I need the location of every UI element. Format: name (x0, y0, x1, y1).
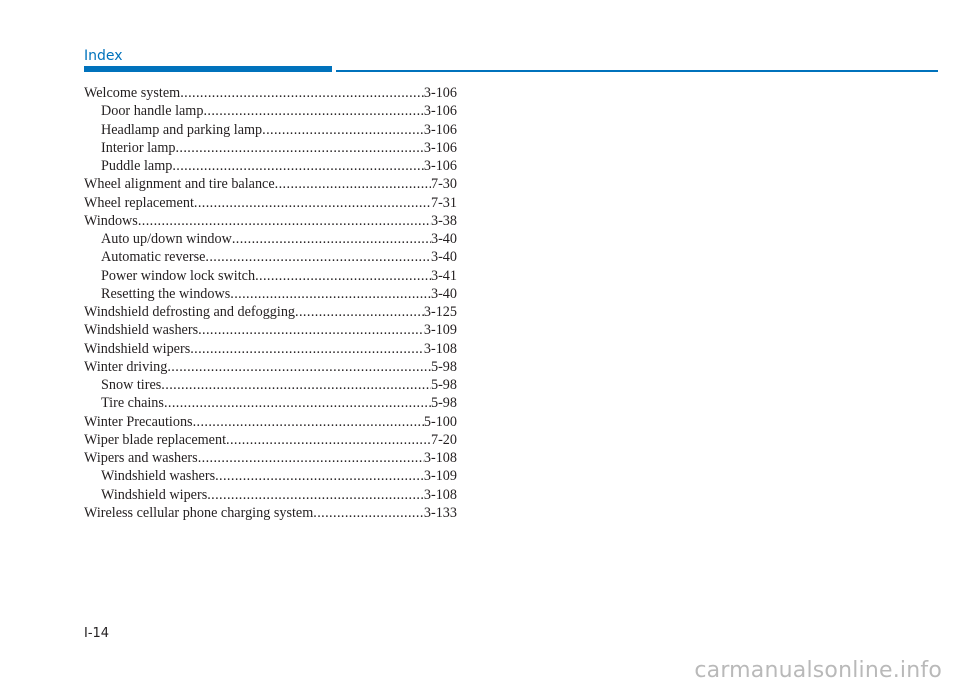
index-term: Door handle lamp (101, 103, 204, 120)
index-subentry[interactable] (84, 486, 457, 504)
index-page-ref: 5-98 (430, 358, 457, 375)
dot-leader (207, 486, 424, 504)
section-title: Index (84, 48, 123, 64)
index-term: Interior lamp (101, 139, 176, 156)
index-page-ref: 3-106 (423, 121, 457, 138)
index-subentry[interactable] (84, 467, 457, 485)
index-term: Windshield wipers (84, 340, 191, 357)
index-entry[interactable] (84, 321, 457, 339)
index-entry[interactable] (84, 449, 457, 467)
index-term: Wheel replacement (84, 194, 194, 211)
index-page-ref: 3-108 (423, 486, 457, 503)
index-subentry[interactable] (84, 157, 457, 175)
index-term: Wireless cellular phone charging system (84, 504, 314, 521)
index-page-ref: 7-30 (430, 176, 457, 193)
dot-leader (230, 285, 431, 303)
index-subentry[interactable] (84, 121, 457, 139)
index-entry[interactable] (84, 358, 457, 376)
dot-leader (215, 467, 424, 485)
index-term: Windshield washers (101, 468, 216, 485)
index-page-ref: 7-31 (430, 194, 457, 211)
index-term: Snow tires (101, 377, 162, 393)
index-page-ref: 3-109 (423, 468, 457, 485)
index-page-ref: 3-40 (430, 249, 457, 266)
dot-leader (164, 394, 431, 412)
index-page-ref: 3-106 (423, 139, 457, 156)
index-page-ref: 3-41 (430, 267, 457, 284)
index-term: Headlamp and parking lamp (101, 121, 263, 138)
index-entry[interactable] (84, 431, 457, 449)
index-term: Puddle lamp (101, 158, 173, 174)
index-term: Winter driving (84, 358, 168, 375)
dot-leader (198, 449, 424, 467)
dot-leader (172, 157, 424, 175)
dot-leader (275, 175, 431, 193)
index-page-ref: 5-98 (430, 377, 457, 393)
index-term: Auto up/down window (101, 231, 232, 247)
index-term: Welcome system (84, 85, 181, 101)
dot-leader (193, 413, 424, 431)
index-entry[interactable] (84, 413, 457, 431)
index-subentry[interactable] (84, 376, 457, 394)
index-page-ref: 3-40 (430, 285, 457, 302)
index-page-ref: 3-133 (423, 504, 457, 521)
index-entry[interactable] (84, 194, 457, 212)
dot-leader (313, 504, 424, 522)
index-term: Resetting the windows (101, 285, 231, 302)
dot-leader (262, 121, 424, 139)
index-page-ref: 3-109 (423, 322, 457, 339)
index-subentry[interactable] (84, 285, 457, 303)
index-page-ref: 3-106 (423, 103, 457, 120)
dot-leader (190, 340, 424, 358)
index-term: Automatic reverse (101, 249, 206, 266)
index-subentry[interactable] (84, 102, 457, 120)
index-subentry[interactable] (84, 248, 457, 266)
index-subentry[interactable] (84, 139, 457, 157)
dot-leader (203, 102, 423, 120)
header-rule-thick (84, 66, 332, 72)
index-entry[interactable] (84, 175, 457, 193)
index-page-ref: 3-125 (423, 304, 457, 320)
index-term: Windshield washers (84, 322, 199, 339)
dot-leader (180, 84, 424, 102)
index-page-ref: 5-98 (430, 395, 457, 412)
dot-leader (138, 212, 431, 230)
dot-leader (295, 303, 424, 321)
index-page-ref: 3-108 (423, 340, 457, 357)
index-page-ref: 7-20 (430, 431, 457, 448)
header-rule-thin (336, 70, 938, 72)
dot-leader (194, 194, 431, 212)
dot-leader (175, 139, 423, 157)
index-page-ref: 3-108 (423, 450, 457, 466)
index-entry[interactable] (84, 212, 457, 230)
index-term: Wipers and washers (84, 450, 198, 466)
index-page-ref: 3-40 (430, 231, 457, 247)
index-entry[interactable] (84, 340, 457, 358)
dot-leader (232, 230, 431, 248)
dot-leader (198, 321, 424, 339)
index-page-ref: 3-38 (430, 212, 457, 229)
index-subentry[interactable] (84, 267, 457, 285)
index-subentry[interactable] (84, 230, 457, 248)
index-term: Windshield defrosting and defogging (84, 304, 296, 320)
index-term: Wheel alignment and tire balance (84, 176, 275, 193)
index-page-ref: 5-100 (423, 413, 457, 430)
index-term: Tire chains (101, 395, 164, 412)
index-entry[interactable] (84, 84, 457, 102)
dot-leader (167, 358, 431, 376)
dot-leader (226, 431, 431, 449)
index-list (84, 84, 457, 522)
index-page-ref: 3-106 (423, 158, 457, 174)
dot-leader (255, 267, 431, 285)
index-term: Winter Precautions (84, 413, 193, 430)
page-number: I-14 (84, 626, 110, 641)
index-term: Windshield wipers (101, 486, 208, 503)
index-subentry[interactable] (84, 394, 457, 412)
index-term: Windows (84, 212, 138, 229)
dot-leader (205, 248, 431, 266)
index-term: Wiper blade replacement (84, 431, 227, 448)
index-page-ref: 3-106 (423, 85, 457, 101)
watermark: carmanualsonline.info (694, 658, 942, 683)
index-term: Power window lock switch (101, 267, 256, 284)
index-entry[interactable] (84, 303, 457, 321)
index-entry[interactable] (84, 504, 457, 522)
dot-leader (161, 376, 431, 394)
